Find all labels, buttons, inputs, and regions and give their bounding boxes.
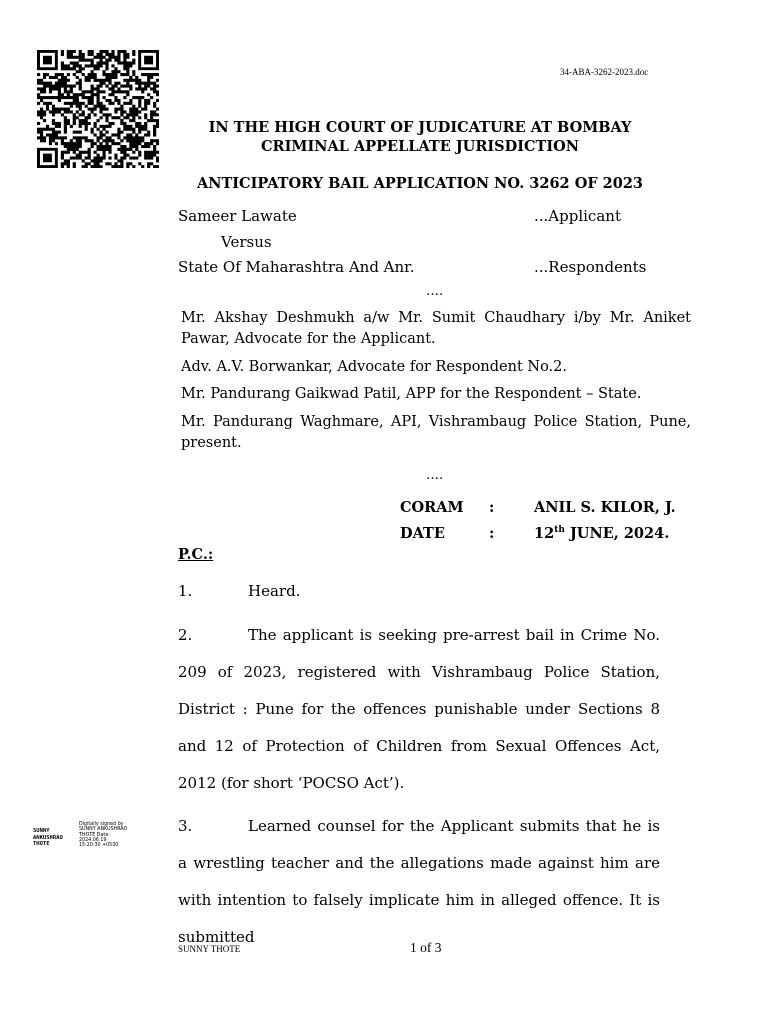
versus-label: Versus: [221, 233, 272, 251]
order-date: 12th JUNE, 2024.: [534, 525, 670, 542]
date-colon: :: [489, 525, 495, 542]
paragraph-text: Heard.: [248, 582, 301, 600]
separator: ….: [426, 468, 444, 483]
counsel-line: Mr. Akshay Deshmukh a/w Mr. Sumit Chaudhary i/by Mr. Aniket Pawar, Advocate for the Applicant.: [181, 310, 691, 347]
paragraph-number: 1.: [178, 582, 193, 600]
coram-colon: :: [489, 499, 495, 516]
document-reference: 34-ABA-3262-2023.doc: [560, 67, 649, 77]
separator: ….: [426, 284, 444, 299]
counsel-line: Mr. Pandurang Gaikwad Patil, APP for the Respondent – State.: [181, 386, 642, 402]
paragraph-text: Learned counsel for the Applicant submits that he is a wrestling teacher and the allegations made against him are with intention to falsely implicate him in alleged offence. It is submitted: [178, 817, 660, 946]
applicant-name: Sameer Lawate: [178, 207, 297, 225]
paragraph: [178, 808, 660, 956]
counsel-line: Mr. Pandurang Waghmare, API, Vishrambaug Police Station, Pune, present.: [181, 414, 691, 451]
paragraph: [178, 573, 660, 610]
paragraph: [178, 617, 660, 802]
paragraph-number: 3.: [178, 817, 193, 835]
court-name: IN THE HIGH COURT OF JUDICATURE AT BOMBAY: [208, 119, 632, 136]
respondent-name: State Of Maharashtra And Anr.: [178, 258, 415, 276]
digital-signature-details: Digitally signed by SUNNY ANKUSHRAO THOTE Date: 2024.06.19 15:20:30 +0530: [79, 822, 128, 849]
footer-name: SUNNY THOTE: [178, 944, 241, 954]
counsel-line: Adv. A.V. Borwankar, Advocate for Respondent No.2.: [181, 359, 568, 375]
pc-label: P.C.:: [178, 546, 214, 563]
application-title: ANTICIPATORY BAIL APPLICATION NO. 3262 OF 2023: [196, 175, 644, 192]
page-number: 1 of 3: [410, 940, 442, 955]
date-label: DATE: [400, 525, 445, 542]
paragraph-number: 2.: [178, 626, 193, 644]
coram-label: CORAM: [400, 499, 464, 516]
applicant-role: ...Applicant: [534, 207, 621, 225]
judge-name: ANIL S. KILOR, J.: [534, 499, 676, 516]
jurisdiction: CRIMINAL APPELLATE JURISDICTION: [261, 138, 579, 155]
respondent-role: ...Respondents: [534, 258, 647, 276]
paragraph-text: The applicant is seeking pre-arrest bail in Crime No. 209 of 2023, registered with Vishrambaug Police Station, District : Pune for the offences punishable under Sections 8 and 12 of Protection of Children from Sexual Offences Act, 2012 (for short ‘POCSO Act’).: [178, 626, 660, 792]
digital-signature-name: SUNNY ANKUSHRAO THOTE: [33, 828, 63, 847]
